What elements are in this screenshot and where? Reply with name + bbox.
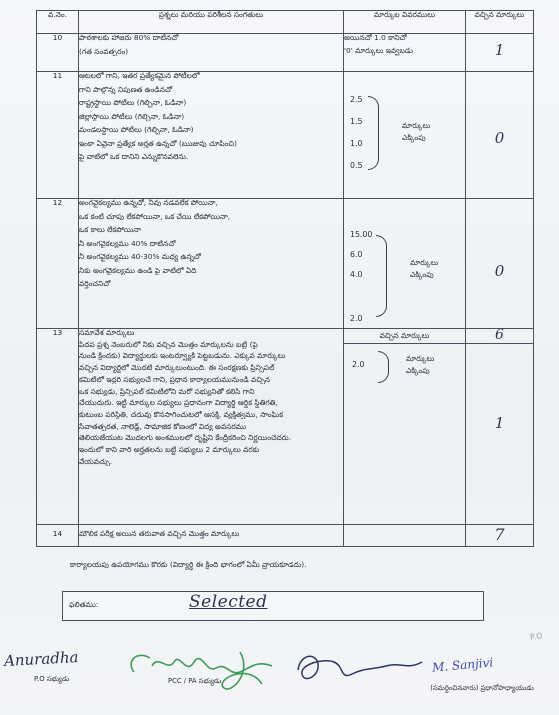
criteria-line: అంగవైకల్యము ఉన్నచో, నీవు నడవలేక పోయినా, — [79, 199, 218, 207]
details-cell — [344, 329, 466, 525]
awarded-mark: 1 — [494, 414, 505, 432]
marks-cell — [466, 34, 534, 72]
margin-note: P.O — [529, 631, 543, 642]
criteria-line: ఒక కంటి చూపు లేకపోయినా, ఒక చేయి లేకపోయినా, — [79, 212, 231, 221]
result-box — [62, 591, 484, 621]
sub-mark-cell — [466, 329, 533, 344]
table-row — [37, 34, 534, 72]
result-value: Selected — [189, 592, 268, 612]
criteria-line: పాఠశాలకు హాజరు 80% దాటినచో — [79, 34, 179, 42]
header-sno: వ.నెం. — [37, 11, 79, 34]
criteria-line: కమిటీలో ఇద్దరి సభ్యులచే గాని, ప్రధాన కార్యాలయమునుండి వచ్చిన — [79, 375, 271, 384]
brace — [378, 351, 389, 383]
criteria-line: జిల్లాస్థాయి పోటీలు (గెల్చినా, ఓడినా) — [79, 112, 185, 121]
signer-role-1: P.O సభ్యుడు — [34, 675, 70, 683]
criteria-line: ఒక సభ్యుడు, ప్రిన్సిపల్ కమిటీలోని మరో సభ్యునితో కలిసి గాని — [79, 387, 255, 396]
criteria-line: కుటుంబ పరిస్థితి, చదువు కొనసాగించుటలో ఆసక్తి, వ్యక్తిత్వము, సాంఘిక — [79, 410, 284, 419]
table-header-row — [37, 11, 534, 34]
detail-line: '0' మార్కులు ఇవ్వబడు — [344, 45, 413, 55]
criteria-line: (గత సంవత్సరం) — [79, 47, 129, 56]
marks-cell — [466, 525, 534, 547]
signature-4: M. Sanjivi — [431, 655, 494, 675]
criteria-line: తెలియజేయుట మొదలగు అంశములలో దృష్టిని కేంద్రీకరించి నిర్ణయించెదరు. — [79, 434, 292, 443]
criteria-cell — [79, 199, 344, 329]
awarded-mark: 0 — [494, 262, 505, 280]
awarded-mark: 7 — [494, 525, 505, 544]
brace-label-line: ఎక్కింపు — [406, 365, 430, 375]
point-value: 0.5 — [350, 161, 363, 170]
criteria-cell — [79, 72, 344, 199]
criteria-line: ఇందులో కాని వారి అర్హతలను బట్టి సభ్యులు 2 మార్కులు వరకు — [79, 446, 260, 455]
brace-label-line: మార్కులు — [402, 121, 431, 130]
point-value: 1.5 — [350, 117, 363, 126]
row-number: 12 — [37, 199, 79, 329]
criteria-line: మండలస్థాయి పోటీలు (గెల్చినా, ఓడినా) — [79, 126, 194, 135]
criteria-cell — [79, 525, 344, 547]
details-cell — [344, 72, 466, 199]
signer-role-4: (సమర్థించినవారు) ప్రధానోపాధ్యాయుడు — [430, 684, 534, 692]
criteria-line: మౌలిక పరీక్ష అయిన తరువాత వచ్చిన మొత్తం మార్కులు — [79, 530, 240, 538]
signature-3 — [290, 640, 430, 690]
signature-2 — [122, 632, 292, 702]
criteria-line: వచ్చిన విద్యార్థిలో మొదటి మార్కులుంటుంది. ఈ సంరక్షణకు ప్రిన్సిపల్ — [79, 364, 275, 373]
criteria-line: వర్తించనిచో — [79, 280, 111, 289]
table-row — [37, 199, 534, 329]
brace — [368, 96, 379, 170]
criteria-line: పిదప ప్రశ్న నెంబరులో నీకు వచ్చిన మొత్తం మార్కులను బట్టి (పై — [79, 340, 258, 349]
point-value: 2.0 — [350, 314, 363, 323]
point-value: 1.0 — [350, 139, 363, 148]
criteria-line: గాని పాల్గొన్న నిపుణత ఉండినచో — [79, 85, 173, 94]
sub-mark: 6 — [495, 327, 504, 343]
sub-header: వచ్చిన మార్కులు — [344, 329, 465, 344]
brace-label — [402, 120, 430, 144]
marks-cell — [466, 72, 534, 199]
point-value: 15.00 — [350, 230, 373, 239]
marks-cell — [466, 199, 534, 329]
brace-label — [406, 353, 434, 377]
signer-role-2: PCC / PA సభ్యుడు — [168, 677, 222, 685]
signature-1: Anuradha — [3, 648, 79, 670]
criteria-line: ఆటలలో గాని, ఇతర ప్రత్యేకమైన పోటీలలో — [79, 72, 200, 80]
row-number: 13 — [37, 329, 79, 525]
row-number: 10 — [37, 34, 79, 72]
header-criteria: ప్రశ్నలు మరియు పరిశీలన సంగతులు — [79, 11, 344, 34]
criteria-line: నీ అంగవైకల్యము 40-30% మధ్య ఉన్నచో — [79, 253, 201, 262]
brace-label-line: మార్కులు — [410, 258, 439, 267]
criteria-line: సేవాతత్పరత, నాలెడ్జ్, సామాజిక కోణంలో విద్య అవసరము — [79, 422, 247, 431]
criteria-line: నీకు అంగవైకల్యము ఉండి పై వాటిలో ఏది — [79, 266, 197, 275]
awarded-mark: 1 — [494, 41, 505, 59]
details-cell — [344, 34, 466, 72]
table-row — [37, 329, 534, 525]
point-value: 2.0 — [352, 360, 365, 369]
brace-label — [410, 257, 438, 281]
point-value: 6.0 — [350, 250, 363, 259]
header-marks: వచ్చిన మార్కులు — [466, 11, 534, 34]
criteria-title: సమావేశ మార్కులు — [79, 329, 135, 337]
marks-table — [36, 10, 534, 547]
brace — [376, 235, 387, 317]
office-use-note: కార్యాలయపు ఉపయోగము కొరకు (విద్యార్థి ఈ క్రింది భాగంలో ఏమీ వ్రాయకూడదు). — [70, 560, 307, 569]
table-row — [37, 525, 534, 547]
brace-label-line: ఎక్కింపు — [410, 269, 434, 279]
marks-cell — [466, 329, 534, 525]
awarded-mark: 0 — [494, 129, 505, 147]
point-value: 2.5 — [350, 95, 363, 104]
criteria-cell — [79, 329, 344, 525]
detail-line: అయినచో 1.0 కానిచో — [344, 33, 407, 42]
point-value: 4.0 — [350, 270, 363, 279]
header-details: మార్కుల వివరములు — [344, 11, 466, 34]
brace-label-line: మార్కులు — [406, 354, 435, 363]
criteria-line: ఇంకా ఏవైనా ప్రత్యేక అర్హత ఉన్నచో (ఋజువు చూపించి) — [79, 139, 237, 148]
criteria-line: రాష్ట్రస్థాయి పోటీలు (గెల్చినా, ఓడినా) — [79, 99, 187, 108]
brace-label-line: ఎక్కింపు — [402, 132, 426, 142]
criteria-line: ఒక కాలు లేకపోయినా — [79, 226, 141, 235]
criteria-cell — [79, 34, 344, 72]
criteria-line: పై వాటిలో ఒక దానిని ఎన్నుకొనవలెను. — [79, 153, 189, 162]
criteria-line: నుండి క్రిందకు) విద్యార్థులకు ఇంటర్వ్యూకి పెట్టబడును. ఎక్కువ మార్కులు — [79, 352, 286, 361]
criteria-line: వేయవచ్చు. — [79, 457, 113, 466]
criteria-line: చేయుదురు. ఇట్టి మార్కుల సభ్యులు ప్రధానంగా విద్యార్థి ఆర్థిక స్థితిగతి, — [79, 399, 278, 408]
details-cell — [344, 525, 466, 547]
row-number: 11 — [37, 72, 79, 199]
row-number: 14 — [37, 525, 79, 547]
criteria-line: నీ అంగవైకల్యము 40% దాటినచో — [79, 239, 176, 248]
table-row — [37, 72, 534, 199]
details-cell — [344, 199, 466, 329]
result-label: ఫలితము: — [69, 600, 99, 609]
